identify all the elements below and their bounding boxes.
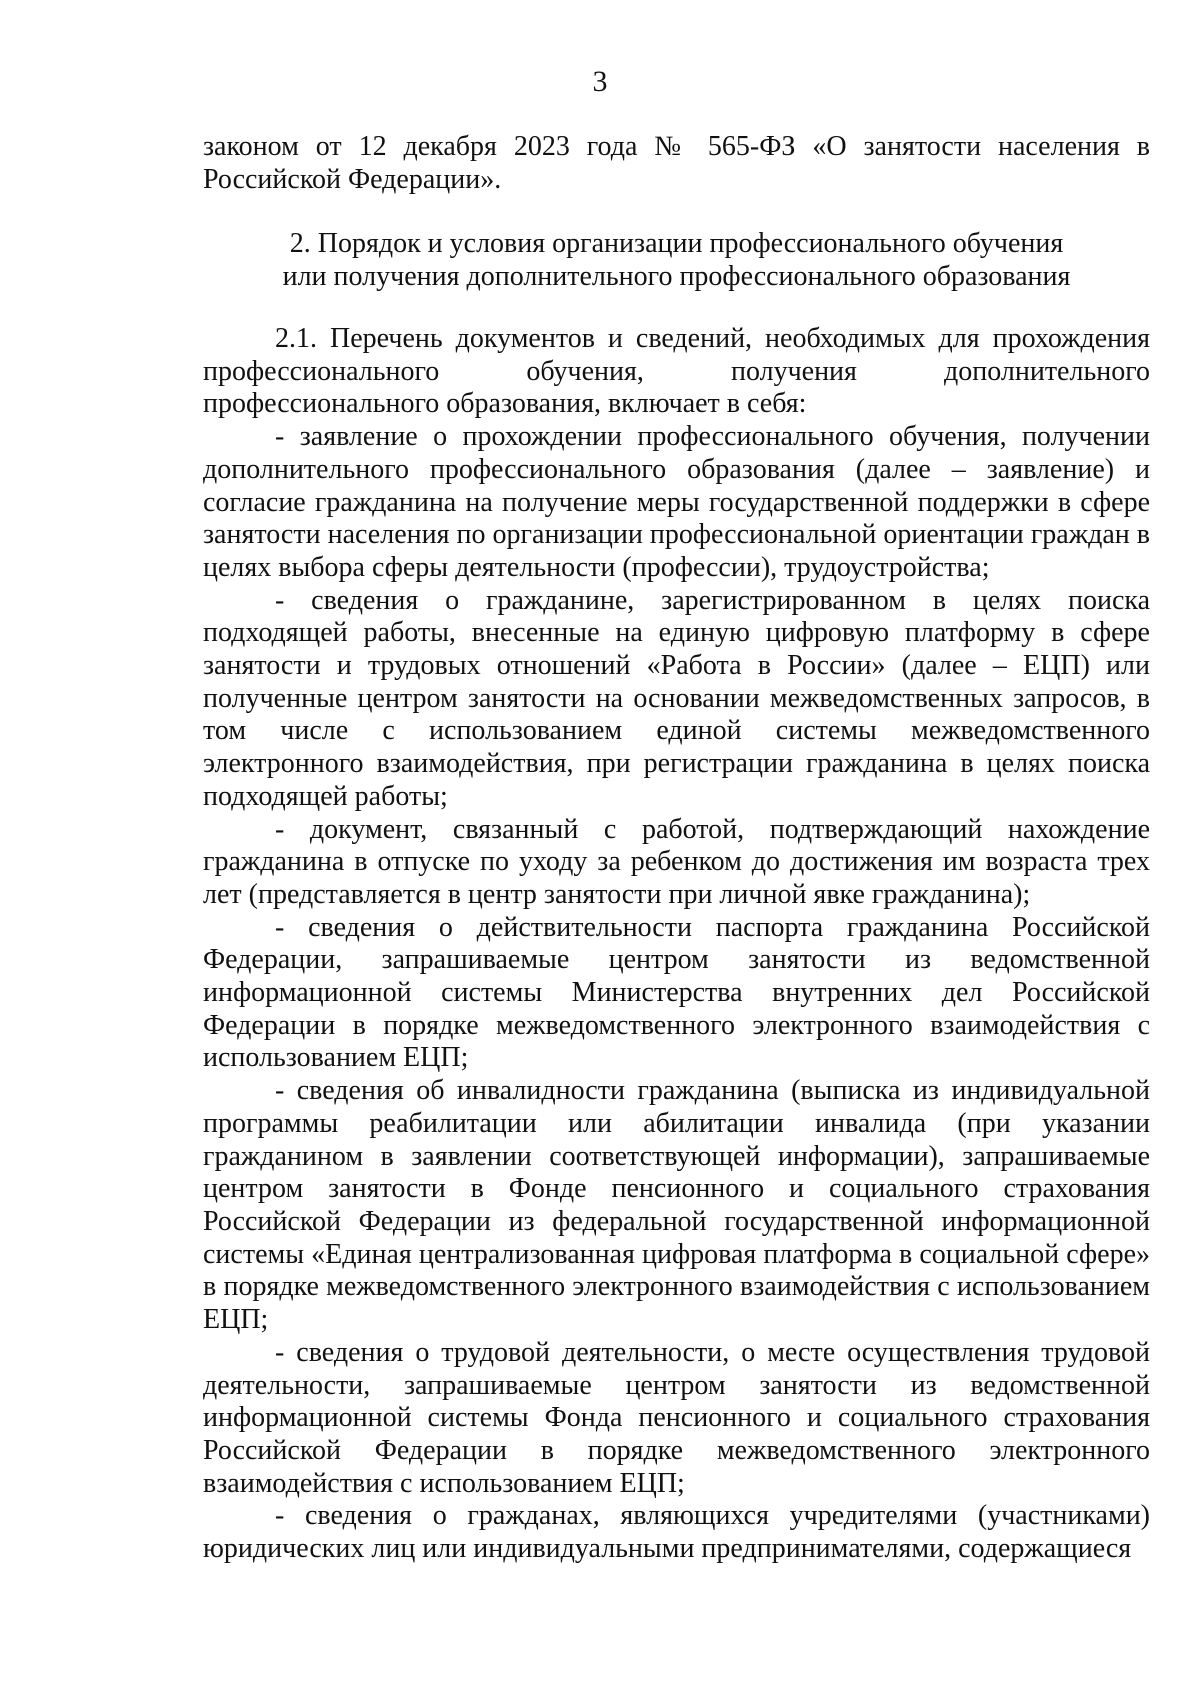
intro-paragraph: законом от 12 декабря 2023 года № 565-ФЗ «О занятости населения в Российской Федерации». <box>203 131 1150 195</box>
section-heading <box>203 227 1150 293</box>
list-item-work-activity-info: - сведения о трудовой деятельности, о месте осуществления трудовой деятельности, запрашиваемые центром занятости из ведомственной информационной системы Фонда пенсионного и социального страхования Российской Федерации в порядке межведомственного электронного взаимодействия с использованием ЕЦП; <box>203 1336 1150 1499</box>
list-item-leave-document: - документ, связанный с работой, подтверждающий нахождение гражданина в отпуске по уходу за ребенком до достижения им возраста трех лет (представляется в центр занятости при личной явке гражданина); <box>203 813 1150 910</box>
list-item-application: - заявление о прохождении профессионального обучения, получении дополнительного профессионального образования (далее – заявление) и согласие гражданина на получение меры государственной поддержки в сфере занятости населения по организации профессиональной ориентации граждан в целях выбора сферы деятельности (профессии), трудоустройства; <box>203 421 1150 583</box>
list-item-citizen-info: - сведения о гражданине, зарегистрированном в целях поиска подходящей работы, внесенные на единую цифровую платформу в сфере занятости и трудовых отношений «Работа в России» (далее – ЕЦП) или полученные центром занятости на основании межведомственных запросов, в том числе с использованием единой системы межведомственного электронного взаимодействия, при регистрации гражданина в целях поиска подходящей работы; <box>203 584 1150 812</box>
paragraph-2-1: 2.1. Перечень документов и сведений, необходимых для прохождения профессионального обучения, получения дополнительного профессионального образования, включает в себя: <box>203 323 1150 420</box>
list-item-passport-info: - сведения о действительности паспорта гражданина Российской Федерации, запрашиваемые центром занятости из ведомственной информационной системы Министерства внутренних дел Российской Федерации в порядке межведомственного электронного взаимодействия с использованием ЕЦП; <box>203 911 1150 1074</box>
page-number: 3 <box>592 65 608 98</box>
intro-text-block <box>203 131 1150 196</box>
section-body <box>203 323 1150 1566</box>
list-item-disability-info: - сведения об инвалидности гражданина (выписка из индивидуальной программы реабилитации или абилитации инвалида (при указании гражданином в заявлении соответствующей информации), запрашиваемые центром занятости в Фонде пенсионного и социального страхования Российской Федерации из федеральной государственной информационной системы «Единая централизованная цифровая платформа в социальной сфере» в порядке межведомственного электронного взаимодействия с использованием ЕЦП; <box>203 1075 1150 1336</box>
section-heading-line-1: 2. Порядок и условия организации профессионального обучения <box>289 228 1064 259</box>
section-heading-line-2: или получения дополнительного профессионального образования <box>282 261 1071 292</box>
list-item-founders-info: - сведения о гражданах, являющихся учредителями (участниками) юридических лиц или индивидуальными предпринимателями, содержащиеся <box>203 1500 1150 1565</box>
